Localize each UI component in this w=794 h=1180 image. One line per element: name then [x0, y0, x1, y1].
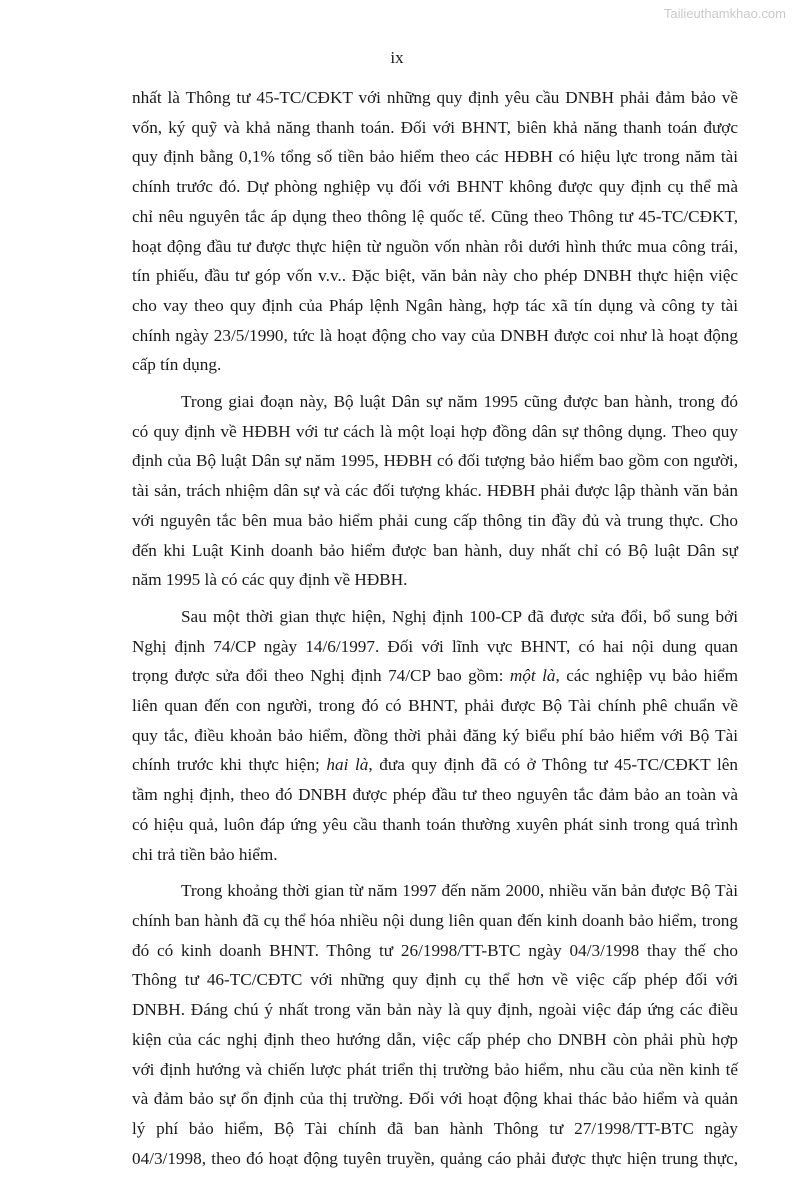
- text-run: nhất là Thông tư 45-TC/CĐKT với những quy định yêu cầu DNBH phải đảm bảo về: [132, 88, 738, 107]
- text-line: [132, 417, 738, 447]
- text-line: [132, 232, 738, 262]
- text-run: đến khi Luật Kinh doanh bảo hiểm được ban hành, duy nhất chỉ có Bộ luật Dân sự: [132, 540, 738, 560]
- text-run: tài sản, trách nhiệm dân sự và các đối tượng khác. HĐBH phải được lập thành văn bản: [132, 481, 738, 501]
- text-line: [132, 840, 738, 870]
- text-run: năm 1995 là có các quy định về HĐBH.: [132, 570, 408, 590]
- text-run: Trong giai đoạn này, Bộ luật Dân sự năm 1995 cũng được ban hành, trong đó: [181, 392, 738, 412]
- text-line: [132, 1114, 738, 1144]
- text-line: [132, 387, 738, 417]
- text-run: tín phiếu, đầu tư góp vốn v.v.. Đặc biệt, văn bản này cho phép DNBH thực hiện việc: [132, 266, 738, 286]
- page-number: ix: [390, 48, 404, 67]
- text-line: [132, 936, 738, 966]
- text-line: [132, 172, 738, 202]
- text-run: định của Bộ luật Dân sự năm 1995, HĐBH có đối tượng bảo hiểm bao gồm con người,: [132, 451, 738, 471]
- text-run: chi trả tiền bảo hiểm.: [132, 844, 278, 864]
- text-line: [132, 261, 738, 291]
- text-run: Sau một thời gian thực hiện, Nghị định 100-CP đã được sửa đổi, bổ sung bởi: [181, 606, 738, 626]
- emphasis-text: một là: [509, 666, 556, 686]
- text-run: với định hướng và chiến lược phát triển thị trường bảo hiểm, nhu cầu của nền kinh tế: [132, 1059, 738, 1079]
- text-run: với nguyên tắc bên mua bảo hiểm phải cung cấp thông tin đầy đủ và trung thực. Cho: [132, 510, 738, 530]
- paragraph-2: [132, 387, 738, 595]
- body-text: [132, 83, 738, 1180]
- text-line: [132, 691, 738, 721]
- text-run: có quy định về HĐBH với tư cách là một loại hợp đồng dân sự thông dụng. Theo quy: [132, 421, 738, 441]
- text-line: [132, 780, 738, 810]
- text-run: liên quan đến con người, trong đó có BHNT, phải được Bộ Tài chính phê chuẩn về: [132, 696, 738, 716]
- text-run: quy tắc, điều khoản bảo hiểm, đồng thời phải đăng ký biểu phí bảo hiểm với Bộ Tài: [132, 725, 738, 745]
- paragraph-3: [132, 602, 738, 869]
- text-line: [132, 632, 738, 662]
- text-line: [132, 142, 738, 172]
- text-run: có hiệu quả, luôn đáp ứng yêu cầu thanh toán thường xuyên phát sinh trong quá trình: [132, 814, 738, 834]
- text-line: [132, 965, 738, 995]
- text-line: [132, 350, 738, 380]
- text-run: Thông tư 46-TC/CĐTC với những quy định cụ thể hơn về việc cấp phép đối với: [132, 970, 738, 990]
- text-run: vốn, ký quỹ và khả năng thanh toán. Đối với BHNT, biên khả năng thanh toán được: [132, 117, 738, 137]
- text-run: chính ngày 23/5/1990, tức là hoạt động cho vay của DNBH được coi như là hoạt động: [132, 325, 738, 345]
- text-run: chính ban hành đã cụ thể hóa nhiều nội dung liên quan đến kinh doanh bảo hiểm, trong: [132, 910, 738, 930]
- text-run: và đảm bảo sự ổn định của thị trường. Đối với hoạt động khai thác bảo hiểm và quản: [132, 1089, 738, 1109]
- text-line: [132, 291, 738, 321]
- text-line: [132, 321, 738, 351]
- paragraph-4: [132, 876, 738, 1173]
- text-line: [132, 1084, 738, 1114]
- watermark: Tailieuthamkhao.com: [663, 6, 786, 21]
- text-line: [132, 446, 738, 476]
- text-line: [132, 565, 738, 595]
- text-run: Nghị định 74/CP ngày 14/6/1997. Đối với lĩnh vực BHNT, có hai nội dung quan: [132, 636, 738, 656]
- text-line: [132, 721, 738, 751]
- text-run: DNBH. Đáng chú ý nhất trong văn bản này là quy định, ngoài việc đáp ứng các điều: [132, 1000, 738, 1020]
- text-line: [132, 750, 738, 780]
- text-run: kiện của các nghị định theo hướng dẫn, việc cấp phép cho DNBH còn phải phù hợp: [132, 1029, 738, 1049]
- text-line: [132, 810, 738, 840]
- text-run: 04/3/1998, theo đó hoạt động tuyên truyền, quảng cáo phải được thực hiện trung thực,: [132, 1148, 738, 1168]
- text-run: Trong khoảng thời gian từ năm 1997 đến năm 2000, nhiều văn bản được Bộ Tài: [181, 881, 738, 901]
- text-line: [132, 83, 738, 113]
- text-line: [132, 113, 738, 143]
- text-line: [132, 506, 738, 536]
- paragraph-1: [132, 83, 738, 380]
- text-run: chính trước khi thực hiện;: [132, 755, 327, 775]
- text-line: [132, 995, 738, 1025]
- text-run: cấp tín dụng.: [132, 355, 222, 375]
- text-line: [132, 661, 738, 691]
- text-run: lý phí bảo hiểm, Bộ Tài chính đã ban hành Thông tư 27/1998/TT-BTC ngày: [132, 1118, 738, 1138]
- text-line: [132, 1055, 738, 1085]
- text-run: , đưa quy định đã có ở Thông tư 45-TC/CĐKT lên: [368, 755, 738, 775]
- text-line: [132, 476, 738, 506]
- text-run: quy định bằng 0,1% tổng số tiền bảo hiểm theo các HĐBH có hiệu lực trong năm tài: [132, 147, 738, 167]
- text-run: chỉ nêu nguyên tắc áp dụng theo thông lệ quốc tế. Cũng theo Thông tư 45-TC/CĐKT,: [132, 206, 738, 226]
- text-line: [132, 906, 738, 936]
- text-line: [132, 602, 738, 632]
- text-run: đó có kinh doanh BHNT. Thông tư 26/1998/TT-BTC ngày 04/3/1998 thay thế cho: [132, 940, 738, 960]
- text-run: hoạt động đầu tư được thực hiện từ nguồn vốn nhàn rỗi dưới hình thức mua công trái,: [132, 236, 738, 256]
- emphasis-text: hai là: [326, 755, 369, 775]
- text-line: [132, 536, 738, 566]
- text-line: [132, 202, 738, 232]
- text-line: [132, 876, 738, 906]
- text-run: , các nghiệp vụ bảo hiểm: [555, 666, 738, 686]
- text-run: trọng được sửa đổi theo Nghị định 74/CP bao gồm:: [132, 666, 510, 686]
- text-run: cho vay theo quy định của Pháp lệnh Ngân hàng, hợp tác xã tín dụng và công ty tài: [132, 295, 738, 315]
- text-run: tầm nghị định, theo đó DNBH được phép đầu tư theo nguyên tắc đảm bảo an toàn và: [132, 785, 738, 805]
- text-line: [132, 1025, 738, 1055]
- text-line: [132, 1144, 738, 1174]
- text-run: chính trước đó. Dự phòng nghiệp vụ đối với BHNT không được quy định cụ thể mà: [132, 177, 738, 197]
